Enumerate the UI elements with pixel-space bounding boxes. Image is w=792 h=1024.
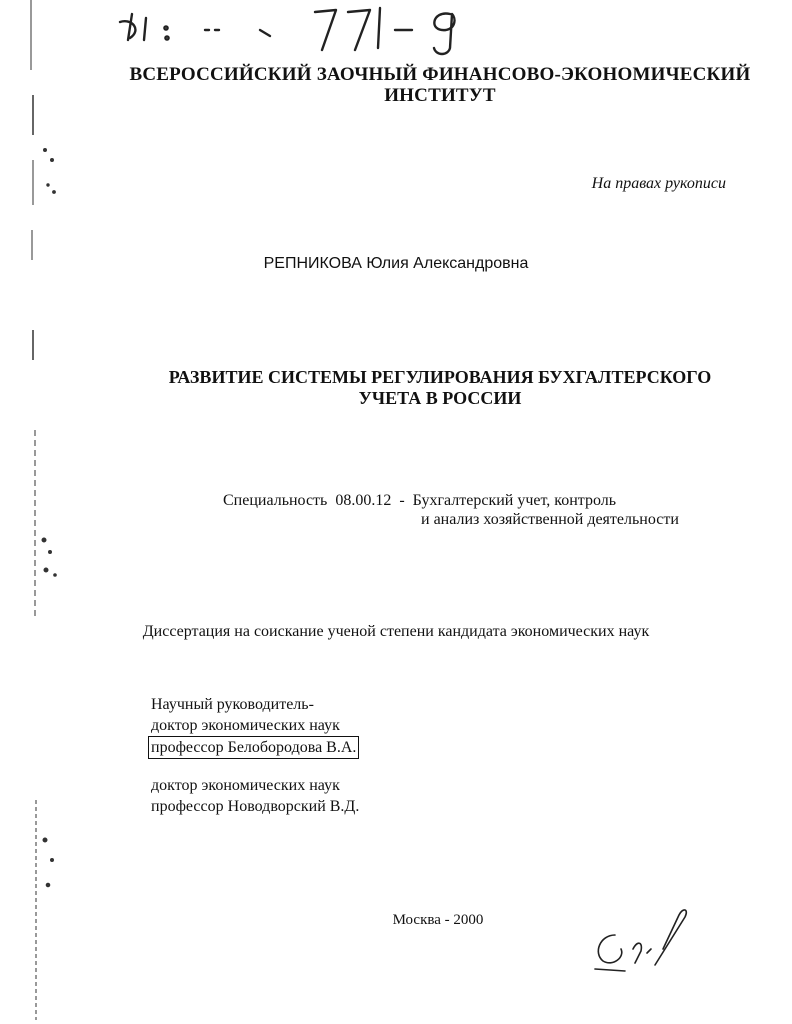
thesis-title-line-1: РАЗВИТИЕ СИСТЕМЫ РЕГУЛИРОВАНИЯ БУХГАЛТЕРСКОГО <box>168 367 712 387</box>
specialty-label: Специальность <box>223 492 328 509</box>
scan-margin-artifacts <box>0 0 70 1024</box>
specialty-separator: - <box>399 492 405 509</box>
thesis-degree-line: Диссертация на соискание ученой степени кандидата экономических наук <box>142 623 650 640</box>
institution-line-2: ИНСТИТУТ <box>384 85 496 106</box>
manuscript-note: На правах рукописи <box>591 175 726 192</box>
city-year: Москва - 2000 <box>392 912 484 928</box>
specialty-line <box>223 490 616 511</box>
consultant-block <box>151 775 359 817</box>
thesis-title-line-2: УЧЕТА В РОССИИ <box>358 388 522 408</box>
specialty-code: 08.00.12 <box>335 492 392 509</box>
institution-line-1: ВСЕРОССИЙСКИЙ ЗАОЧНЫЙ ФИНАНСОВО-ЭКОНОМИЧЕСКИЙ <box>129 64 751 85</box>
advisor-name: профессор Белобородова В.А. <box>148 736 359 759</box>
advisor-role: Научный руководитель- <box>151 696 314 713</box>
consultant-name: профессор Новодворский В.Д. <box>151 798 360 815</box>
consultant-degree: доктор экономических наук <box>151 777 340 794</box>
advisor-block <box>151 694 359 759</box>
specialty-name-2: и анализ хозяйственной деятельности <box>421 511 679 528</box>
specialty-name-1: Бухгалтерский учет, контроль <box>412 492 617 509</box>
author-name: РЕПНИКОВА Юлия Александровна <box>263 255 529 272</box>
handwritten-code <box>110 0 490 65</box>
thesis-title <box>100 367 780 409</box>
advisor-degree: доктор экономических наук <box>151 717 340 734</box>
institution-heading <box>100 64 780 106</box>
signature <box>585 905 705 980</box>
